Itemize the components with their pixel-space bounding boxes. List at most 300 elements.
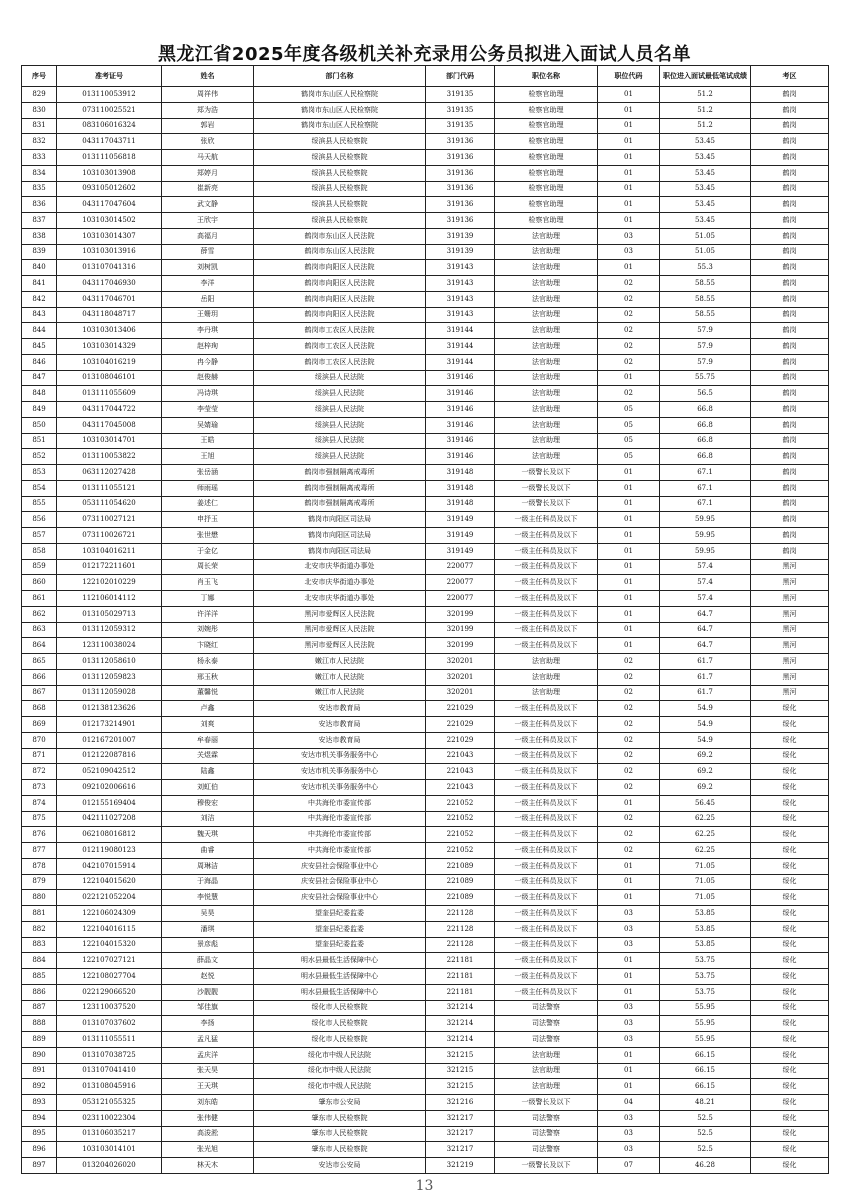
cell-col-position: 司法警察 — [495, 1000, 598, 1016]
cell-col-min-score: 66.15 — [660, 1047, 751, 1063]
cell-col-dept-name: 望奎县纪委监委 — [254, 906, 426, 922]
cell-col-index: 876 — [22, 827, 57, 843]
cell-col-exam-area: 鹤岗 — [751, 449, 829, 465]
cell-col-position: 法官助理 — [495, 433, 598, 449]
cell-col-dept-name: 明水县最低生活保障中心 — [254, 969, 426, 985]
cell-col-min-score: 51.05 — [660, 244, 751, 260]
cell-col-position-code: 02 — [598, 323, 660, 339]
cell-col-exam-id: 073110025521 — [57, 102, 162, 118]
cell-col-position-code: 05 — [598, 402, 660, 418]
cell-col-dept-code: 319136 — [426, 197, 495, 213]
cell-col-dept-code: 319135 — [426, 118, 495, 134]
cell-col-position: 一级主任科员及以下 — [495, 622, 598, 638]
cell-col-name: 申抒玉 — [162, 512, 254, 528]
header-col-position: 职位名称 — [495, 66, 598, 87]
cell-col-name: 李洋 — [162, 276, 254, 292]
cell-col-dept-name: 安达市教育局 — [254, 701, 426, 717]
cell-col-name: 许洋洋 — [162, 606, 254, 622]
cell-col-name: 张岳涵 — [162, 465, 254, 481]
cell-col-position-code: 02 — [598, 354, 660, 370]
table-row — [22, 921, 829, 937]
table-row — [22, 465, 829, 481]
cell-col-exam-area: 绥化 — [751, 1126, 829, 1142]
cell-col-index: 852 — [22, 449, 57, 465]
cell-col-exam-id: 123110037520 — [57, 1000, 162, 1016]
cell-col-exam-area: 鹤岗 — [751, 543, 829, 559]
cell-col-exam-area: 绥化 — [751, 827, 829, 843]
cell-col-min-score: 54.9 — [660, 717, 751, 733]
cell-col-exam-id: 103103014101 — [57, 1142, 162, 1158]
cell-col-position: 法官助理 — [495, 669, 598, 685]
cell-col-dept-name: 庆安县社会保险事业中心 — [254, 858, 426, 874]
cell-col-position-code: 03 — [598, 1142, 660, 1158]
cell-col-dept-code: 221128 — [426, 906, 495, 922]
cell-col-index: 844 — [22, 323, 57, 339]
cell-col-position: 检察官助理 — [495, 102, 598, 118]
cell-col-dept-name: 嫩江市人民法院 — [254, 685, 426, 701]
cell-col-dept-name: 鹤岗市东山区人民法院 — [254, 228, 426, 244]
cell-col-position-code: 02 — [598, 386, 660, 402]
cell-col-min-score: 57.9 — [660, 354, 751, 370]
cell-col-position-code: 02 — [598, 827, 660, 843]
cell-col-index: 864 — [22, 638, 57, 654]
cell-col-dept-code: 221181 — [426, 984, 495, 1000]
cell-col-position: 一级警长及以下 — [495, 496, 598, 512]
cell-col-exam-area: 黑河 — [751, 606, 829, 622]
cell-col-index: 865 — [22, 654, 57, 670]
cell-col-index: 839 — [22, 244, 57, 260]
cell-col-exam-area: 鹤岗 — [751, 102, 829, 118]
cell-col-index: 892 — [22, 1079, 57, 1095]
cell-col-dept-name: 黑河市爱辉区人民法院 — [254, 622, 426, 638]
table-row — [22, 795, 829, 811]
cell-col-dept-code: 319149 — [426, 528, 495, 544]
cell-col-position: 检察官助理 — [495, 165, 598, 181]
table-row — [22, 1126, 829, 1142]
cell-col-index: 834 — [22, 165, 57, 181]
cell-col-position-code: 04 — [598, 1095, 660, 1111]
cell-col-dept-name: 绥化市中级人民法院 — [254, 1063, 426, 1079]
cell-col-exam-id: 013107038725 — [57, 1047, 162, 1063]
cell-col-position-code: 01 — [598, 370, 660, 386]
table-row — [22, 181, 829, 197]
table-row — [22, 197, 829, 213]
cell-col-name: 沙靓靓 — [162, 984, 254, 1000]
cell-col-dept-name: 鹤岗市工农区人民法院 — [254, 354, 426, 370]
table-row — [22, 1095, 829, 1111]
cell-col-name: 丁娜 — [162, 591, 254, 607]
cell-col-exam-id: 043117046930 — [57, 276, 162, 292]
cell-col-exam-area: 绥化 — [751, 780, 829, 796]
cell-col-dept-code: 319146 — [426, 370, 495, 386]
cell-col-dept-code: 319139 — [426, 228, 495, 244]
table-row — [22, 118, 829, 134]
cell-col-name: 张天昊 — [162, 1063, 254, 1079]
cell-col-position-code: 01 — [598, 858, 660, 874]
cell-col-dept-name: 黑河市爱辉区人民法院 — [254, 606, 426, 622]
cell-col-index: 884 — [22, 953, 57, 969]
cell-col-position-code: 03 — [598, 228, 660, 244]
cell-col-name: 孟庆洋 — [162, 1047, 254, 1063]
cell-col-index: 886 — [22, 984, 57, 1000]
cell-col-min-score: 53.85 — [660, 921, 751, 937]
cell-col-index: 853 — [22, 465, 57, 481]
cell-col-dept-name: 鹤岗市东山区人民检察院 — [254, 102, 426, 118]
cell-col-position-code: 01 — [598, 1079, 660, 1095]
cell-col-exam-id: 103103013908 — [57, 165, 162, 181]
cell-col-position-code: 01 — [598, 890, 660, 906]
cell-col-min-score: 59.95 — [660, 543, 751, 559]
cell-col-index: 847 — [22, 370, 57, 386]
cell-col-dept-code: 319148 — [426, 480, 495, 496]
cell-col-exam-id: 013108046101 — [57, 370, 162, 386]
cell-col-exam-area: 绥化 — [751, 937, 829, 953]
cell-col-position-code: 03 — [598, 1110, 660, 1126]
cell-col-min-score: 66.15 — [660, 1063, 751, 1079]
cell-col-exam-id: 122104016115 — [57, 921, 162, 937]
cell-col-min-score: 55.95 — [660, 1032, 751, 1048]
cell-col-min-score: 53.45 — [660, 181, 751, 197]
cell-col-dept-code: 221181 — [426, 953, 495, 969]
cell-col-position-code: 02 — [598, 748, 660, 764]
table-row — [22, 953, 829, 969]
cell-col-dept-code: 319143 — [426, 260, 495, 276]
table-row — [22, 276, 829, 292]
cell-col-exam-id: 012167201007 — [57, 732, 162, 748]
cell-col-position: 司法警察 — [495, 1032, 598, 1048]
cell-col-position-code: 02 — [598, 685, 660, 701]
cell-col-name: 刘洁 — [162, 811, 254, 827]
cell-col-exam-area: 鹤岗 — [751, 244, 829, 260]
cell-col-position-code: 01 — [598, 512, 660, 528]
cell-col-min-score: 66.15 — [660, 1079, 751, 1095]
table-row — [22, 1000, 829, 1016]
table-row — [22, 890, 829, 906]
cell-col-position: 一级主任科员及以下 — [495, 606, 598, 622]
cell-col-index: 882 — [22, 921, 57, 937]
cell-col-dept-code: 220077 — [426, 575, 495, 591]
cell-col-name: 王姗玥 — [162, 307, 254, 323]
cell-col-position: 一级主任科员及以下 — [495, 543, 598, 559]
cell-col-min-score: 53.75 — [660, 969, 751, 985]
cell-col-index: 838 — [22, 228, 57, 244]
cell-col-dept-name: 中共海伦市委宣传部 — [254, 827, 426, 843]
cell-col-position: 一级主任科员及以下 — [495, 732, 598, 748]
cell-col-exam-id: 103103014329 — [57, 339, 162, 355]
cell-col-index: 893 — [22, 1095, 57, 1111]
cell-col-exam-id: 013110053912 — [57, 87, 162, 103]
cell-col-exam-id: 073110026721 — [57, 528, 162, 544]
cell-col-exam-id: 013111055609 — [57, 386, 162, 402]
cell-col-dept-name: 鹤岗市强制隔离戒毒所 — [254, 480, 426, 496]
cell-col-position-code: 01 — [598, 213, 660, 229]
cell-col-name: 杨永泰 — [162, 654, 254, 670]
cell-col-position-code: 01 — [598, 874, 660, 890]
cell-col-position-code: 05 — [598, 417, 660, 433]
cell-col-exam-area: 绥化 — [751, 748, 829, 764]
cell-col-name: 赵梓珣 — [162, 339, 254, 355]
cell-col-exam-area: 绥化 — [751, 811, 829, 827]
cell-col-min-score: 69.2 — [660, 748, 751, 764]
cell-col-index: 840 — [22, 260, 57, 276]
cell-col-position-code: 01 — [598, 606, 660, 622]
cell-col-dept-code: 321215 — [426, 1079, 495, 1095]
table-row — [22, 1032, 829, 1048]
cell-col-exam-area: 黑河 — [751, 685, 829, 701]
cell-col-dept-code: 321214 — [426, 1016, 495, 1032]
cell-col-position-code: 02 — [598, 717, 660, 733]
cell-col-min-score: 59.95 — [660, 512, 751, 528]
cell-col-position: 检察官助理 — [495, 150, 598, 166]
cell-col-min-score: 62.25 — [660, 827, 751, 843]
cell-col-position-code: 02 — [598, 701, 660, 717]
cell-col-position: 一级主任科员及以下 — [495, 921, 598, 937]
cell-col-index: 879 — [22, 874, 57, 890]
table-row — [22, 291, 829, 307]
cell-col-dept-name: 望奎县纪委监委 — [254, 921, 426, 937]
cell-col-name: 张伟健 — [162, 1110, 254, 1126]
cell-col-min-score: 52.5 — [660, 1142, 751, 1158]
table-row — [22, 134, 829, 150]
cell-col-index: 897 — [22, 1158, 57, 1174]
cell-col-min-score: 71.05 — [660, 858, 751, 874]
cell-col-exam-area: 绥化 — [751, 843, 829, 859]
table-row — [22, 685, 829, 701]
cell-col-dept-code: 320199 — [426, 638, 495, 654]
cell-col-position-code: 01 — [598, 969, 660, 985]
header-col-dept-code: 部门代码 — [426, 66, 495, 87]
cell-col-min-score: 53.45 — [660, 213, 751, 229]
cell-col-dept-code: 319146 — [426, 417, 495, 433]
cell-col-min-score: 56.45 — [660, 795, 751, 811]
cell-col-dept-code: 221029 — [426, 732, 495, 748]
cell-col-name: 周长荣 — [162, 559, 254, 575]
cell-col-position: 法官助理 — [495, 402, 598, 418]
cell-col-exam-id: 013112059028 — [57, 685, 162, 701]
cell-col-position-code: 01 — [598, 638, 660, 654]
cell-col-position-code: 01 — [598, 496, 660, 512]
cell-col-position-code: 02 — [598, 339, 660, 355]
cell-col-exam-id: 013111055511 — [57, 1032, 162, 1048]
table-row — [22, 165, 829, 181]
cell-col-dept-code: 321216 — [426, 1095, 495, 1111]
cell-col-name: 张光旭 — [162, 1142, 254, 1158]
cell-col-dept-name: 绥滨县人民法院 — [254, 386, 426, 402]
cell-col-dept-name: 绥滨县人民检察院 — [254, 150, 426, 166]
cell-col-index: 830 — [22, 102, 57, 118]
cell-col-name: 林天木 — [162, 1158, 254, 1174]
cell-col-exam-area: 绥化 — [751, 1063, 829, 1079]
cell-col-name: 卞晓红 — [162, 638, 254, 654]
table-row — [22, 874, 829, 890]
cell-col-exam-area: 绥化 — [751, 1016, 829, 1032]
cell-col-dept-name: 绥滨县人民法院 — [254, 433, 426, 449]
cell-col-position-code: 03 — [598, 921, 660, 937]
cell-col-min-score: 53.75 — [660, 953, 751, 969]
cell-col-exam-area: 鹤岗 — [751, 307, 829, 323]
cell-col-position: 一级主任科员及以下 — [495, 811, 598, 827]
cell-col-exam-id: 012122087816 — [57, 748, 162, 764]
cell-col-index: 849 — [22, 402, 57, 418]
cell-col-exam-id: 122107027121 — [57, 953, 162, 969]
cell-col-position-code: 01 — [598, 1063, 660, 1079]
header-col-min-score: 职位进入面试最低笔试成绩 — [660, 66, 751, 87]
cell-col-exam-area: 黑河 — [751, 622, 829, 638]
cell-col-index: 890 — [22, 1047, 57, 1063]
table-row — [22, 1016, 829, 1032]
table-row — [22, 732, 829, 748]
table-row — [22, 1079, 829, 1095]
cell-col-dept-code: 320199 — [426, 606, 495, 622]
cell-col-exam-area: 鹤岗 — [751, 181, 829, 197]
cell-col-exam-area: 绥化 — [751, 1158, 829, 1174]
cell-col-position-code: 01 — [598, 465, 660, 481]
cell-col-exam-area: 绥化 — [751, 874, 829, 890]
cell-col-name: 曲睿 — [162, 843, 254, 859]
cell-col-position-code: 01 — [598, 591, 660, 607]
cell-col-position: 一级主任科员及以下 — [495, 969, 598, 985]
header-col-index: 序号 — [22, 66, 57, 87]
cell-col-index: 836 — [22, 197, 57, 213]
cell-col-exam-id: 022121052204 — [57, 890, 162, 906]
cell-col-name: 于金亿 — [162, 543, 254, 559]
cell-col-index: 889 — [22, 1032, 57, 1048]
cell-col-exam-area: 鹤岗 — [751, 512, 829, 528]
cell-col-exam-id: 013112059823 — [57, 669, 162, 685]
cell-col-exam-id: 012173214901 — [57, 717, 162, 733]
cell-col-dept-code: 319135 — [426, 87, 495, 103]
cell-col-exam-area: 鹤岗 — [751, 134, 829, 150]
table-row — [22, 354, 829, 370]
cell-col-position-code: 02 — [598, 732, 660, 748]
cell-col-min-score: 64.7 — [660, 622, 751, 638]
cell-col-dept-code: 319136 — [426, 165, 495, 181]
cell-col-name: 景彦彪 — [162, 937, 254, 953]
cell-col-dept-code: 319136 — [426, 134, 495, 150]
cell-col-index: 861 — [22, 591, 57, 607]
table-row — [22, 811, 829, 827]
cell-col-index: 841 — [22, 276, 57, 292]
cell-col-exam-id: 013106035217 — [57, 1126, 162, 1142]
cell-col-exam-id: 062108016812 — [57, 827, 162, 843]
cell-col-dept-code: 321215 — [426, 1047, 495, 1063]
cell-col-min-score: 64.7 — [660, 638, 751, 654]
cell-col-dept-name: 鹤岗市向阳区司法局 — [254, 512, 426, 528]
cell-col-dept-code: 319135 — [426, 102, 495, 118]
cell-col-position-code: 02 — [598, 811, 660, 827]
cell-col-index: 845 — [22, 339, 57, 355]
cell-col-name: 薛晶文 — [162, 953, 254, 969]
cell-col-name: 刘婉彤 — [162, 622, 254, 638]
cell-col-dept-name: 肇东市人民检察院 — [254, 1126, 426, 1142]
cell-col-index: 869 — [22, 717, 57, 733]
cell-col-index: 896 — [22, 1142, 57, 1158]
cell-col-position: 法官助理 — [495, 276, 598, 292]
cell-col-name: 李莹莹 — [162, 402, 254, 418]
cell-col-exam-id: 043118048717 — [57, 307, 162, 323]
table-row — [22, 370, 829, 386]
cell-col-dept-code: 321217 — [426, 1142, 495, 1158]
cell-col-exam-id: 122108027704 — [57, 969, 162, 985]
cell-col-dept-code: 321214 — [426, 1000, 495, 1016]
cell-col-exam-area: 鹤岗 — [751, 433, 829, 449]
cell-col-dept-name: 绥滨县人民检察院 — [254, 165, 426, 181]
cell-col-dept-name: 绥化市中级人民法院 — [254, 1079, 426, 1095]
cell-col-position: 一级警长及以下 — [495, 1095, 598, 1111]
header-col-exam-id: 准考证号 — [57, 66, 162, 87]
cell-col-min-score: 52.5 — [660, 1110, 751, 1126]
cell-col-min-score: 66.8 — [660, 402, 751, 418]
cell-col-exam-id: 043117045008 — [57, 417, 162, 433]
cell-col-dept-code: 321217 — [426, 1110, 495, 1126]
table-row — [22, 528, 829, 544]
cell-col-name: 刘爽 — [162, 717, 254, 733]
cell-col-dept-name: 鹤岗市向阳区人民法院 — [254, 307, 426, 323]
cell-col-position: 法官助理 — [495, 417, 598, 433]
cell-col-name: 张欣 — [162, 134, 254, 150]
cell-col-exam-area: 鹤岗 — [751, 197, 829, 213]
cell-col-exam-id: 122102010229 — [57, 575, 162, 591]
cell-col-dept-code: 221089 — [426, 890, 495, 906]
cell-col-exam-id: 103104016211 — [57, 543, 162, 559]
cell-col-exam-area: 绥化 — [751, 890, 829, 906]
cell-col-exam-id: 103103014502 — [57, 213, 162, 229]
cell-col-index: 857 — [22, 528, 57, 544]
cell-col-exam-area: 鹤岗 — [751, 402, 829, 418]
table-row — [22, 512, 829, 528]
cell-col-exam-area: 鹤岗 — [751, 118, 829, 134]
cell-col-min-score: 53.45 — [660, 197, 751, 213]
cell-col-position: 检察官助理 — [495, 87, 598, 103]
cell-col-name: 马天航 — [162, 150, 254, 166]
table-row — [22, 339, 829, 355]
cell-col-name: 刘东皓 — [162, 1095, 254, 1111]
cell-col-exam-id: 103104016219 — [57, 354, 162, 370]
cell-col-exam-id: 013108045916 — [57, 1079, 162, 1095]
cell-col-min-score: 51.2 — [660, 87, 751, 103]
header-col-dept-name: 部门名称 — [254, 66, 426, 87]
cell-col-dept-code: 320199 — [426, 622, 495, 638]
cell-col-index: 868 — [22, 701, 57, 717]
cell-col-min-score: 62.25 — [660, 811, 751, 827]
cell-col-exam-id: 043117043711 — [57, 134, 162, 150]
cell-col-exam-id: 023110022304 — [57, 1110, 162, 1126]
cell-col-exam-id: 013107037602 — [57, 1016, 162, 1032]
cell-col-exam-area: 绥化 — [751, 1110, 829, 1126]
cell-col-min-score: 53.45 — [660, 150, 751, 166]
cell-col-position: 法官助理 — [495, 685, 598, 701]
cell-col-exam-id: 013107041316 — [57, 260, 162, 276]
cell-col-exam-id: 122104015620 — [57, 874, 162, 890]
table-row — [22, 906, 829, 922]
cell-col-exam-area: 鹤岗 — [751, 339, 829, 355]
candidate-table — [21, 65, 829, 1174]
cell-col-dept-code: 321219 — [426, 1158, 495, 1174]
table-row — [22, 228, 829, 244]
cell-col-index: 831 — [22, 118, 57, 134]
cell-col-index: 856 — [22, 512, 57, 528]
cell-col-position: 法官助理 — [495, 1079, 598, 1095]
cell-col-min-score: 53.45 — [660, 165, 751, 181]
cell-col-name: 李悦慧 — [162, 890, 254, 906]
table-row — [22, 386, 829, 402]
cell-col-name: 薛雪 — [162, 244, 254, 260]
cell-col-exam-id: 112106014112 — [57, 591, 162, 607]
table-row — [22, 606, 829, 622]
cell-col-position: 一级主任科员及以下 — [495, 512, 598, 528]
cell-col-position-code: 01 — [598, 181, 660, 197]
cell-col-name: 周琳洁 — [162, 858, 254, 874]
